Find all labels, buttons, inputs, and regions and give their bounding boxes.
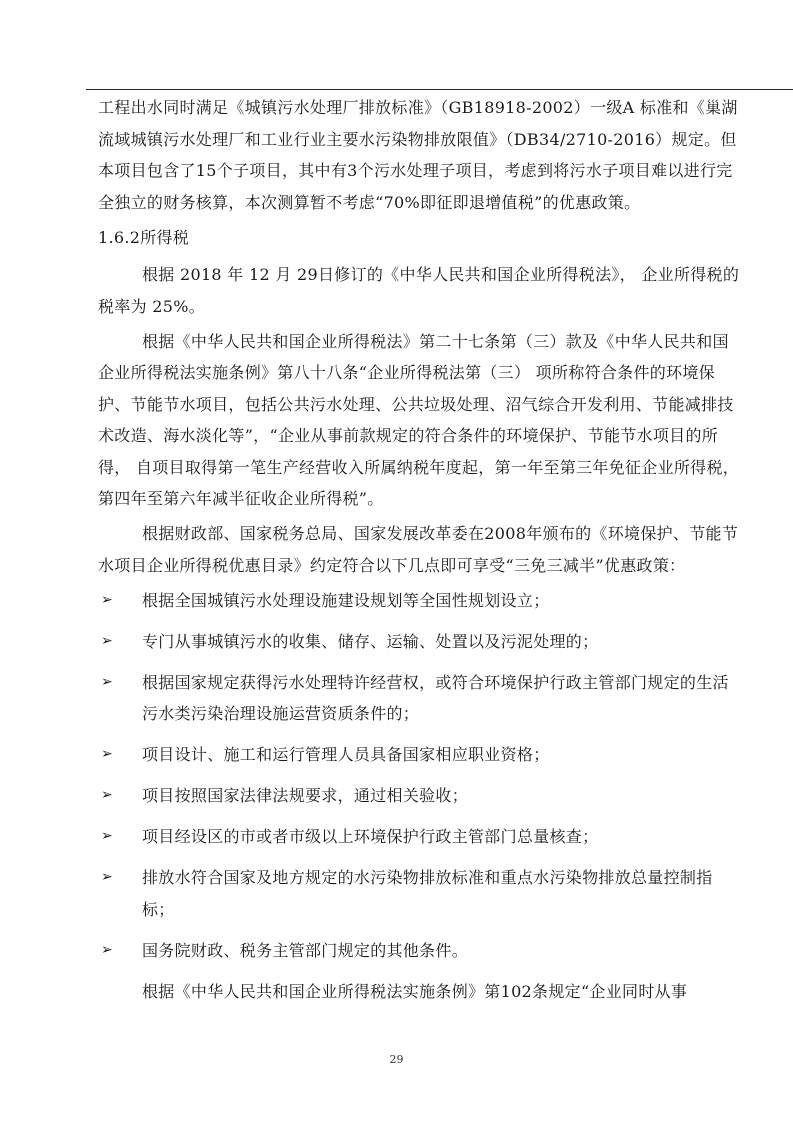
arrow-bullet-icon: ➢ [101,787,114,803]
arrow-bullet-icon: ➢ [101,941,114,958]
list-item [98,739,740,771]
list-item-text: 项目经设区的市或者市级以上环境保护行政主管部门总量核查； [142,827,599,846]
arrow-bullet-icon: ➢ [101,673,114,690]
arrow-bullet-icon: ➢ [101,632,114,649]
paragraph-vat-continuation: 工程出水同时满足《城镇污水处理厂排放标准》（GB18918-2002）一级A 标准和《巢湖流域城镇污水处理厂和工业行业主要水污染物排放限值》（DB34/2710-2016）规定。但本项目包含了15个子项目，其中有3个污水处理子项目，考虑到将污水子项目难以进行完全独立的财务核算，本次测算暂不考虑“70%即征即退增值税”的优惠政策。 [98,98,738,212]
list-item [98,862,740,925]
paragraph-tax-rate: 根据 2018 年 12 月 29日修订的《中华人民共和国企业所得税法》， 企业所得税的税率为 25%。 [98,265,740,316]
list-item-text: 项目设计、施工和运行管理人员具备国家相应职业资格； [142,745,550,764]
conditions-list [98,585,740,967]
arrow-bullet-icon: ➢ [101,828,114,844]
list-item [98,667,740,730]
paragraph-tax-law-article: 根据《中华人民共和国企业所得税法》第二十七条第（三）款及《中华人民共和国企业所得税法实施条例》第八十八条“企业所得税法第（三） 项所称符合条件的环境保护、节能节水项目，包括公共污水处理、公共垃圾处理、沼气综合开发利用、节能减排技术改造、海水淡化等”，“企业从事前款规定的符合条件的环境保护、节能节水项目的所得， 自项目取得第一笔生产经营收入所属纳税年度起，第一年至第三年免征企业所得税，第四年至第六年减半征收企业所得税”。 [98,331,740,508]
list-item [98,821,740,853]
arrow-bullet-icon: ➢ [101,869,114,885]
arrow-bullet-icon: ➢ [101,746,114,762]
list-item-text: 根据国家规定获得污水处理特许经营权，或符合环境保护行政主管部门规定的生活污水类污染治理设施运营资质条件的； [142,672,729,723]
section-heading: 1.6.2所得税 [98,227,190,247]
header-rule [86,89,793,90]
paragraph-preferential-catalog: 根据财政部、国家税务总局、国家发展改革委在2008年颁布的《环境保护、节能节水项目企业所得税优惠目录》约定符合以下几点即可享受“三免三减半”优惠政策： [98,524,739,575]
list-item [98,585,740,617]
list-item [98,780,740,812]
list-item [98,935,740,967]
list-item-text: 项目按照国家法律法规要求，通过相关验收； [142,786,469,805]
arrow-bullet-icon: ➢ [101,591,114,608]
page-number: 29 [389,1053,404,1066]
list-item-text: 排放水符合国家及地方规定的水污染物排放标准和重点水污染物排放总量控制指标； [142,868,713,919]
list-item-text: 国务院财政、税务主管部门规定的其他条件。 [142,940,469,960]
paragraph-regulation-102: 根据《中华人民共和国企业所得税法实施条例》第102条规定“企业同时从事 [142,981,688,1001]
list-item [98,626,740,658]
list-item-text: 根据全国城镇污水处理设施建设规划等全国性规划设立； [142,590,550,610]
document-body [98,92,740,1007]
list-item-text: 专门从事城镇污水的收集、储存、运输、处置以及污泥处理的； [142,631,599,651]
